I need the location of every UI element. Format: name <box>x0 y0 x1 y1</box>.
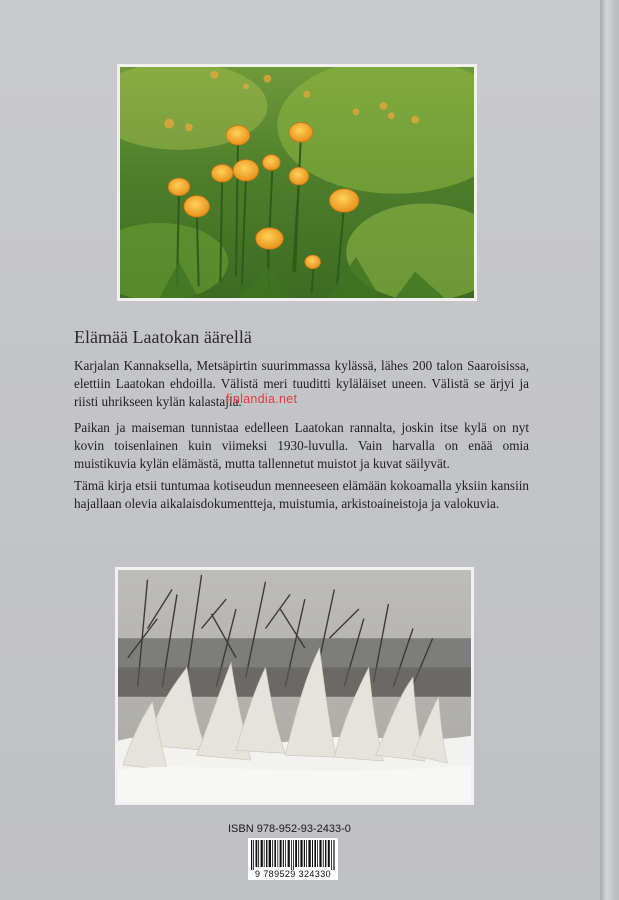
globeflower-meadow-photo <box>117 64 477 301</box>
globeflower-meadow-image <box>120 67 474 298</box>
book-spine-edge <box>600 0 619 900</box>
watermark-text: finlandia.net <box>226 392 298 406</box>
isbn-text: ISBN 978-952-93-2433-0 <box>228 823 351 835</box>
cover-heading: Elämää Laatokan äärellä <box>74 327 252 347</box>
barcode <box>248 838 338 880</box>
description-paragraph-1: Karjalan Kannaksella, Metsäpirtin suurimmassa kylässä, lähes 200 talon Saaroisissa, elettiin Laatokan ehdoilla. Välistä meri tuuditti kyläläiset uneen. Välistä se ärjyi ja riisti uhrikseen kylän kalastajia. <box>74 358 529 409</box>
barcode-number: 9 789529 324330 <box>254 869 332 879</box>
description-paragraph-2: Paikan ja maiseman tunnistaa edelleen Laatokan rannalta, joskin itse kylä on nyt kovin toisenlainen kuin viimeksi 1930-luvulla. Vain harvalla on enää omia muistikuvia kylän elämästä, mutta tallennetut muistot ja kuvat säilyvät. <box>74 420 529 471</box>
snowy-shore-image <box>118 570 471 802</box>
barcode-bars <box>251 840 335 870</box>
snowy-shore-photo <box>115 567 474 805</box>
description-paragraph-3: Tämä kirja etsii tuntumaa kotiseudun menneeseen elämään kokoamalla yksiin kansiin hajallaan olevia aikalaisdokumentteja, muistumia, arkistoaineistoja ja valokuvia. <box>74 478 529 511</box>
